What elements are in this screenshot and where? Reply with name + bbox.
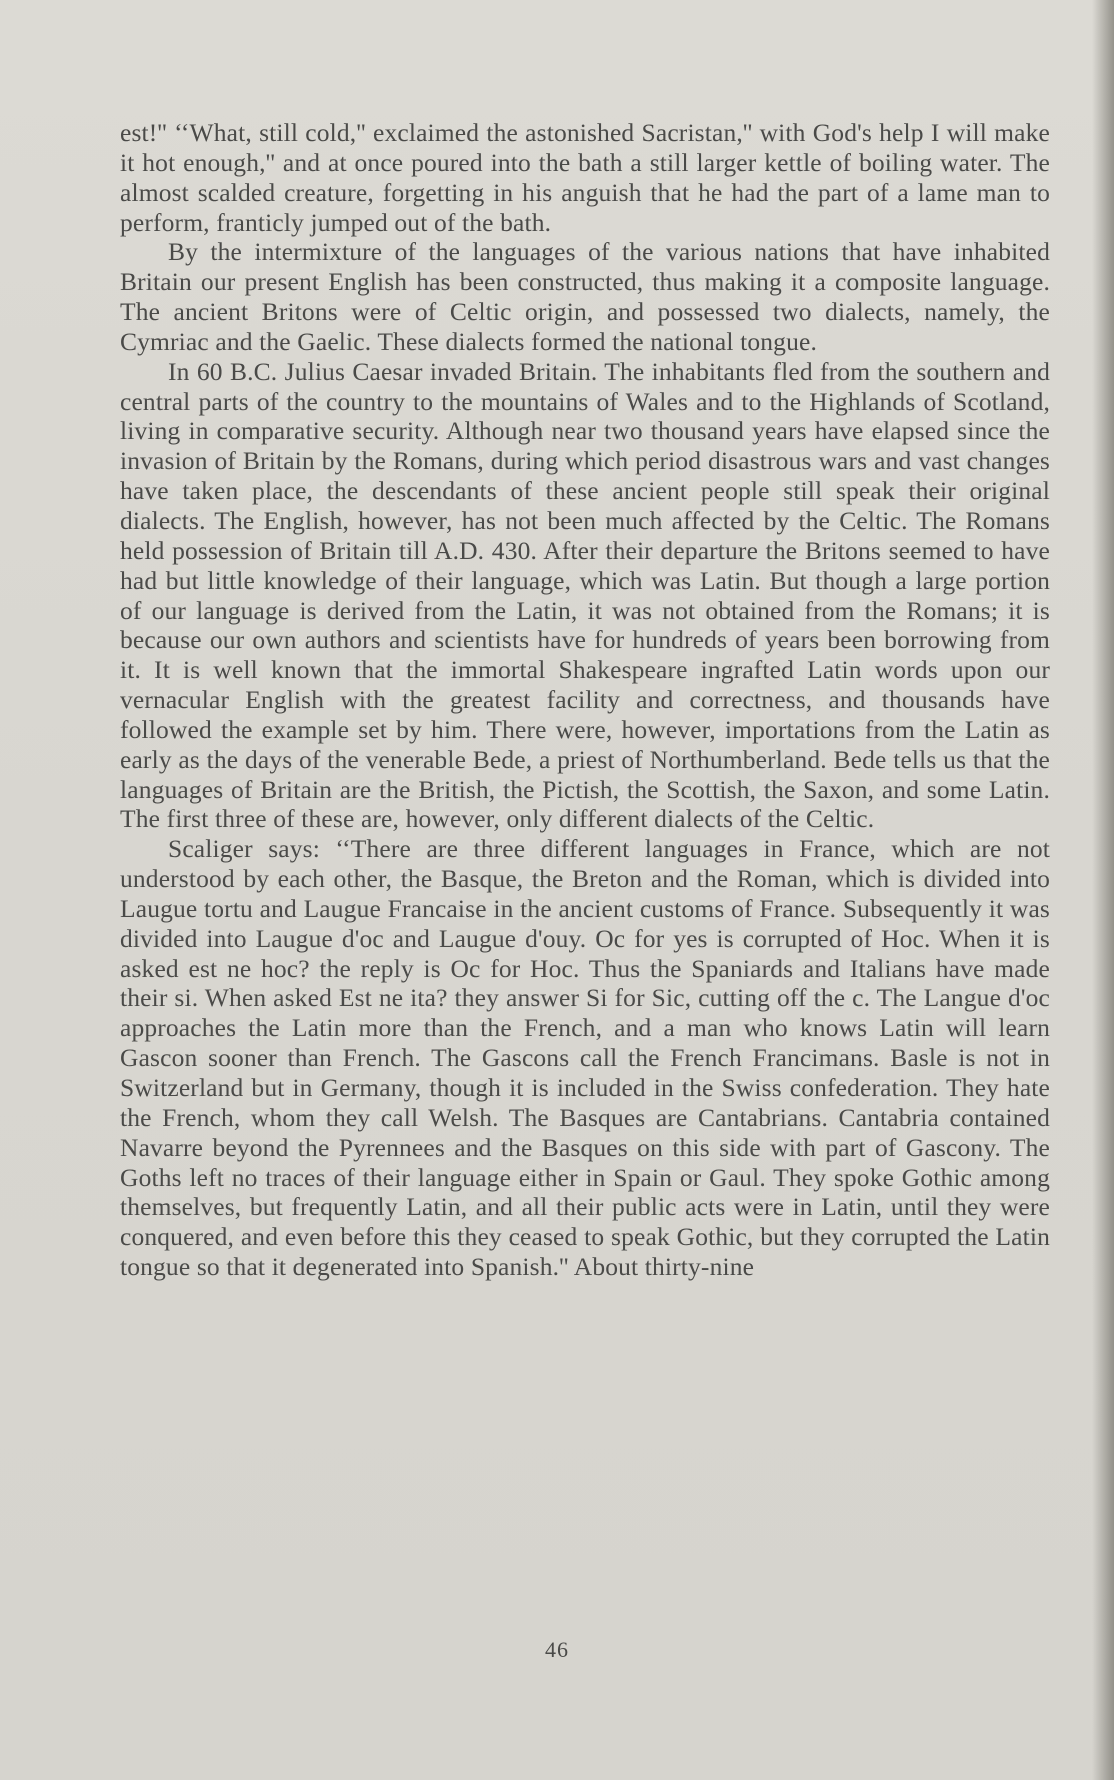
paragraph-scaliger: Scaliger says: ‘‘There are three different languages in France, which are not understood by each other, the Basque, the Breton and the Roman, which is divided into Laugue tortu and Laugue Francaise in the ancient customs of France. Subsequently it was divided into Laugue d'oc and Laugue d'ouy. Oc for yes is corrupted of Hoc. When it is asked est ne hoc? the reply is Oc for Hoc. Thus the Spaniards and Italians have made their si. When asked Est ne ita? they answer Si for Sic, cutting off the c. The Langue d'oc approaches the Latin more than the French, and a man who knows Latin will learn Gascon sooner than French. The Gascons call the French Francimans. Basle is not in Switzerland but in Germany, though it is included in the Swiss confederation. They hate the French, whom they call Welsh. The Basques are Cantabrians. Cantabria contained Navarre beyond the Pyrennees and the Basques on this side with part of Gascony. The Goths left no traces of their language either in Spain or Gaul. They spoke Gothic among themselves, but frequently Latin, and all their public acts were in Latin, until they were conquered, and even before this they ceased to speak Gothic, but they corrupted the Latin tongue so that it degenerated into Spanish.'' About thirty-nine bbox=[120, 834, 1050, 1282]
page-number: 46 bbox=[545, 1637, 569, 1662]
body-text bbox=[120, 118, 1050, 1282]
paragraph-continuation: est!'' ‘‘What, still cold,'' exclaimed the astonished Sacristan,'' with God's help I will make it hot enough,'' and at once poured into the bath a still larger kettle of boiling water. The almost scalded creature, forgetting in his anguish that he had the part of a lame man to perform, franticly jumped out of the bath. bbox=[120, 118, 1050, 237]
paragraph-caesar: In 60 B.C. Julius Caesar invaded Britain. The inhabitants fled from the southern and central parts of the country to the mountains of Wales and to the Highlands of Scotland, living in comparative security. Although near two thousand years have elapsed since the invasion of Britain by the Romans, during which period disastrous wars and vast changes have taken place, the descendants of these ancient people still speak their original dialects. The English, however, has not been much affected by the Celtic. The Romans held possession of Britain till A.D. 430. After their departure the Britons seemed to have had but little knowledge of their language, which was Latin. But though a large portion of our language is derived from the Latin, it was not obtained from the Romans; it is because our own authors and scientists have for hundreds of years been borrowing from it. It is well known that the immortal Shakespeare ingrafted Latin words upon our vernacular English with the greatest facility and correctness, and thousands have followed the example set by him. There were, however, importations from the Latin as early as the days of the venerable Bede, a priest of Northumberland. Bede tells us that the languages of Britain are the British, the Pictish, the Scottish, the Saxon, and some Latin. The first three of these are, however, only different dialects of the Celtic. bbox=[120, 356, 1050, 834]
page-edge-shadow bbox=[1092, 0, 1114, 1780]
paragraph-intermixture: By the intermixture of the languages of the various nations that have inhabited Britain our present English has been constructed, thus making it a composite language. The ancient Britons were of Celtic origin, and possessed two dialects, namely, the Cymriac and the Gaelic. These dialects formed the national tongue. bbox=[120, 237, 1050, 356]
